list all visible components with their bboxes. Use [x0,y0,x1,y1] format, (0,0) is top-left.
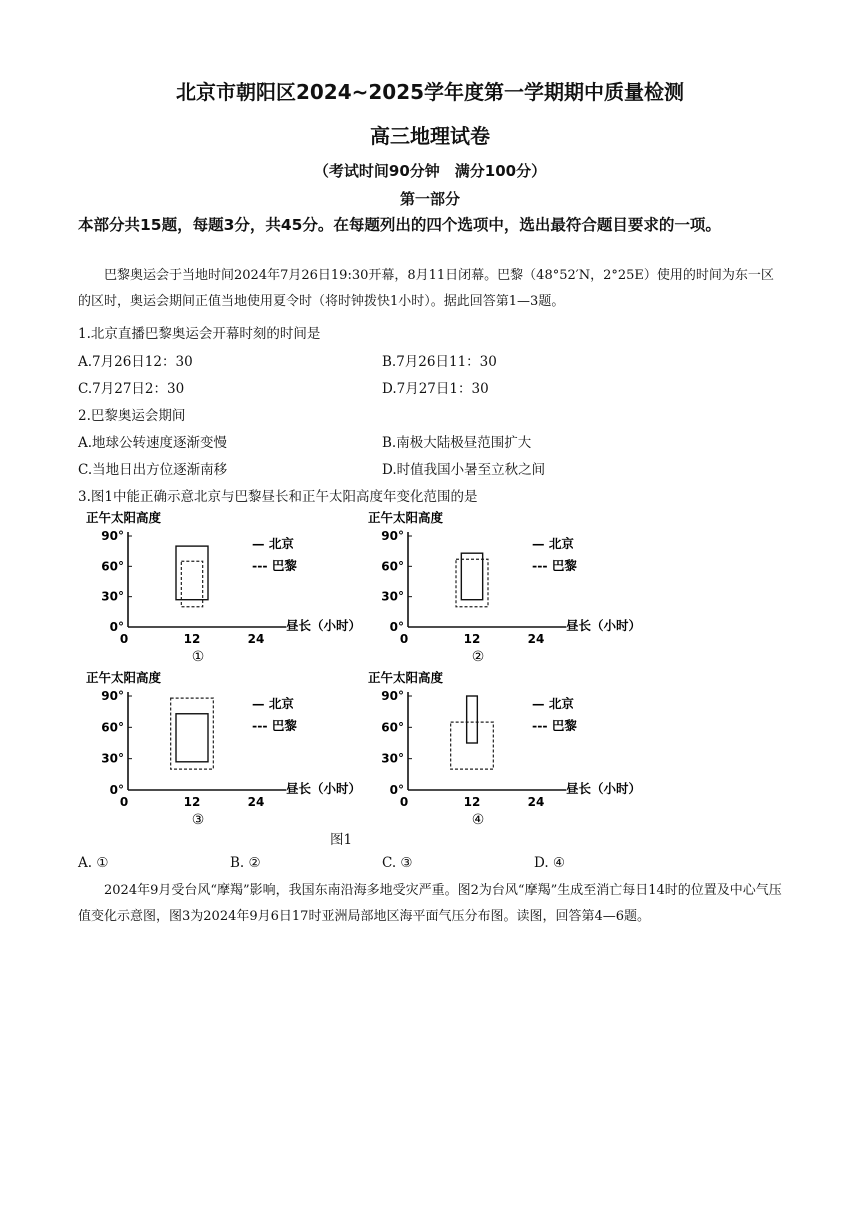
question-2-option-d: D.时值我国小暑至立秋之间 [382,462,546,478]
exam-title: 北京市朝阳区2024~2025学年度第一学期期中质量检测 [175,80,685,104]
x-tick-label: 24 [247,795,265,809]
question-1-option-b: B.7月26日11：30 [382,354,497,370]
legend-paris: --- 巴黎 [532,718,577,733]
x-tick-label: 0 [119,795,129,809]
passage-2: 2024年9月受台风“摩羯”影响，我国东南沿海多地受灾严重。图2为台风“摩羯”生成至消亡每日14时的位置及中心气压值变化示意图，图3为2024年9月6日17时亚洲局部地区海平面气压分布图。读图，回答第4—6题。 [78,883,782,924]
legend-paris: --- 巴黎 [252,558,297,573]
question-1-option-a: A.7月26日12：30 [78,354,193,370]
y-tick-label: 60° [381,559,404,574]
legend-beijing: — 北京 [532,696,574,711]
legend-paris: --- 巴黎 [532,558,577,573]
legend-beijing: — 北京 [252,536,294,551]
y-tick-label: 0° [389,783,404,797]
legend-beijing: — 北京 [532,536,574,551]
figure-ylabel: 正午太阳高度 [86,510,162,525]
question-1-option-d: D.7月27日1：30 [382,381,489,397]
question-3-option-d: D. ④ [534,855,566,871]
exam-subject-title: 高三地理试卷 [370,124,490,148]
panel-label: ③ [191,812,205,828]
beijing-range-box [467,696,478,743]
legend-paris: --- 巴黎 [252,718,297,733]
y-tick-label: 90° [101,689,124,703]
y-tick-label: 0° [389,620,404,634]
y-tick-label: 90° [381,529,404,543]
beijing-range-box [461,553,482,600]
section-instructions: 本部分共15题，每题3分，共45分。在每题列出的四个选项中，选出最符合题目要求的一项。 [78,216,721,234]
beijing-range-box [176,714,208,762]
figure-xlabel: 昼长（小时） [566,781,642,796]
question-3-option-c: C. ③ [382,855,413,871]
figure-xlabel: 昼长（小时） [566,618,642,633]
x-tick-label: 24 [527,632,545,646]
x-tick-label: 0 [119,632,129,646]
figure-1 [0,500,860,830]
question-3-option-a: A. ① [78,855,109,871]
figure-xlabel: 昼长（小时） [286,781,362,796]
figure-1-caption: 图1 [330,832,353,848]
question-2-stem: 2.巴黎奥运会期间 [78,408,186,424]
x-tick-label: 24 [247,632,265,646]
passage-1: 巴黎奥运会于当地时间2024年7月26日19:30开幕，8月11日闭幕。巴黎（48°52′N，2°25E）使用的时间为东一区的区时，奥运会期间正值当地使用夏令时（将时钟拨快1小时）。据此回答第1—3题。 [78,268,774,309]
figure-xlabel: 昼长（小时） [286,618,362,633]
question-1-stem: 1.北京直播巴黎奥运会开幕时刻的时间是 [78,326,321,342]
x-tick-label: 12 [463,632,481,646]
question-1-option-c: C.7月27日2：30 [78,381,185,397]
y-tick-label: 60° [101,559,124,574]
y-tick-label: 60° [381,720,404,735]
panel-label: ② [471,649,485,665]
y-tick-label: 30° [381,589,404,604]
y-tick-label: 0° [109,620,124,634]
panel-label: ① [191,649,205,665]
figure-ylabel: 正午太阳高度 [368,510,444,525]
y-tick-label: 30° [101,589,124,604]
x-tick-label: 0 [399,632,409,646]
paris-range-box [171,698,214,769]
y-tick-label: 30° [101,751,124,766]
y-tick-label: 30° [381,751,404,766]
y-tick-label: 0° [109,783,124,797]
x-tick-label: 12 [183,632,201,646]
legend-beijing: — 北京 [252,696,294,711]
y-tick-label: 90° [101,529,124,543]
figure-ylabel: 正午太阳高度 [86,670,162,685]
y-tick-label: 90° [381,689,404,703]
figure-ylabel: 正午太阳高度 [368,670,444,685]
y-tick-label: 60° [101,720,124,735]
question-2-option-a: A.地球公转速度逐渐变慢 [78,435,228,451]
x-tick-label: 12 [463,795,481,809]
question-2-option-b: B.南极大陆极昼范围扩大 [382,435,532,451]
x-tick-label: 0 [399,795,409,809]
paris-range-box [451,722,494,769]
x-tick-label: 24 [527,795,545,809]
question-3-option-b: B. ② [230,855,261,871]
panel-label: ④ [471,812,485,828]
question-3-stem: 3.图1中能正确示意北京与巴黎昼长和正午太阳高度年变化范围的是 [78,489,478,505]
question-2-option-c: C.当地日出方位逐渐南移 [78,462,228,478]
exam-info: （考试时间90分钟 满分100分） [313,162,547,180]
part-label: 第一部分 [399,190,460,208]
x-tick-label: 12 [183,795,201,809]
